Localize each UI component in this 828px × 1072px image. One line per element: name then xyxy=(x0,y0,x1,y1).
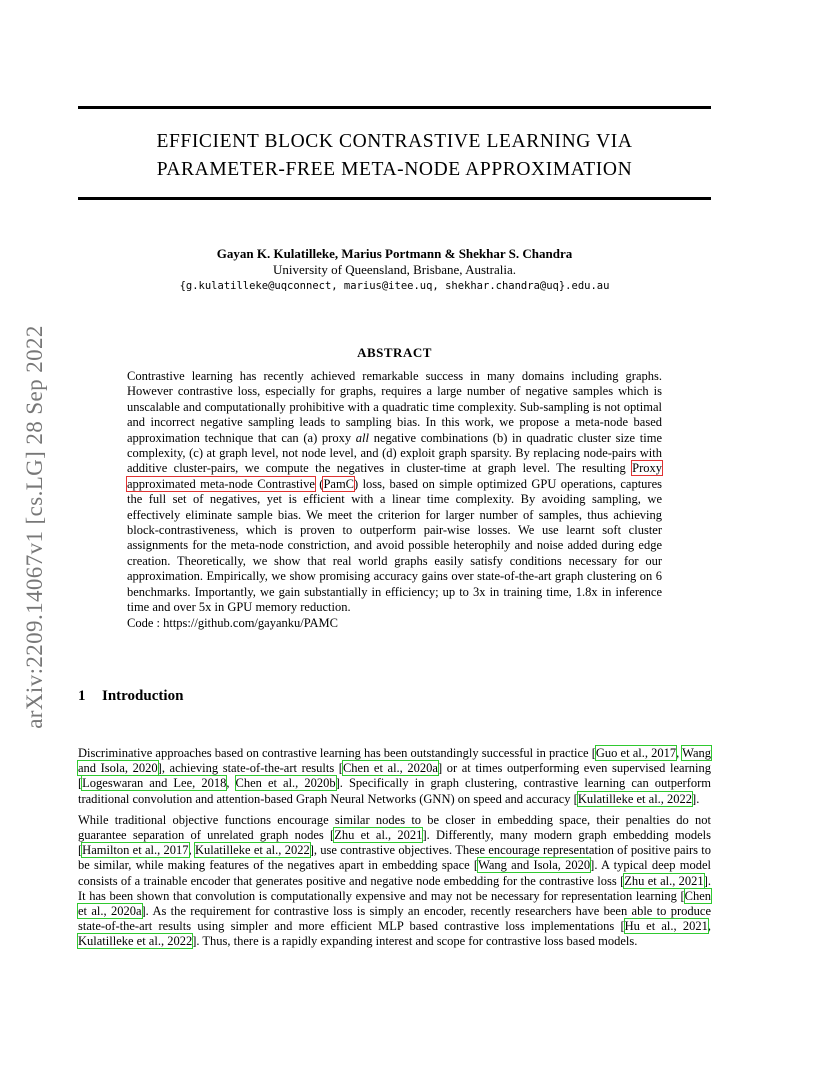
citation-link[interactable]: Zhu et al., 2021 xyxy=(334,828,423,843)
intro-paragraph-1 xyxy=(78,746,711,807)
section-number: 1 xyxy=(78,688,86,704)
body-text: , xyxy=(707,919,711,934)
abstract-text: ) loss, based on simple optimized GPU operations, captures the full set of negatives, yet is efficient with a linear time complexity. By avoiding sampling, we effectively eliminate sample bias. We meet the criterion for larger number of samples, thus achieving block-contrastiveness, which is proven to outperform pair-wise losses. We use learnt soft cluster assignments for the meta-node constriction, and avoid possible heterophily and noise added during edge creation. Theoretically, we show that real world graphs easily satisfy conditions necessary for our approximation. Empirically, we show promising accuracy gains over state-of-the-art graph clustering on 6 benchmarks. Importantly, we gain substantially in efficiency; up to 3x in training time, 1.8x in inference time and over 5x in GPU memory reduction. xyxy=(127,476,662,615)
author-names: Gayan K. Kulatilleke, Marius Portmann & Shekhar S. Chandra xyxy=(216,246,573,261)
body-text: ]. As the requirement for contrastive loss is simply an encoder, recently researchers have been able to produce state-of-the-art results using simpler and more efficient MLP based contrastive loss implementations [ xyxy=(78,904,711,934)
citation-link[interactable]: Wang and Isola, 2020 xyxy=(478,858,591,873)
pamc-full-name-link[interactable]: Proxy approximated meta-node Contrastive xyxy=(127,461,662,491)
body-text: ] or at times outperforming even supervised learning [ xyxy=(78,761,711,791)
citation-link[interactable]: Chen et al., 2020a xyxy=(342,761,438,776)
abstract-code-line: Code : https://github.com/gayanku/PAMC xyxy=(127,615,339,630)
abstract-text: ( xyxy=(319,476,324,491)
citation-link[interactable]: Zhu et al., 2021 xyxy=(624,873,704,888)
section-title: Introduction xyxy=(102,688,184,704)
arxiv-identifier: arXiv:2209.14067v1 [cs.LG] 28 Sep 2022 xyxy=(22,325,47,729)
author-affiliation: University of Queensland, Brisbane, Australia. xyxy=(273,262,516,277)
citation-link[interactable]: Kulatilleke et al., 2022 xyxy=(194,843,310,858)
intro-paragraph-2 xyxy=(78,813,711,950)
citation-link[interactable]: Wang and Isola, 2020 xyxy=(78,746,711,776)
body-text: ], achieving state-of-the-art results [ xyxy=(157,761,343,776)
body-text: , xyxy=(676,746,683,760)
body-text: Discriminative approaches based on contrastive learning has been outstandingly successful in practice [ xyxy=(78,746,596,760)
section-heading-introduction xyxy=(78,688,183,705)
body-text: While traditional objective functions encourage similar nodes to be closer in embedding space, their penalties do not guarantee separation of unrelated graph nodes [ xyxy=(78,812,711,843)
citation-link[interactable]: Hamilton et al., 2017 xyxy=(82,843,189,858)
body-text: ]. It has been shown that convolution is computationally expensive and may not be necessary for representation learning [ xyxy=(78,873,711,903)
body-text: ]. Differently, many modern graph embedding models [ xyxy=(78,828,711,858)
abstract-text: Contrastive learning has recently achieved remarkable success in many domains including graphs. However contrastive loss, especially for graphs, requires a large number of negative samples which is unscalable and computationally prohibitive with a quadratic time complexity. Sub-sampling is not optimal and incorrect negative sampling leads to sampling bias. In this work, we propose a meta-node based approximation technique that can (a) proxy xyxy=(127,369,662,445)
pamc-acronym-link[interactable]: PamC xyxy=(323,476,355,491)
citation-link[interactable]: Guo et al., 2017 xyxy=(595,746,677,760)
citation-link[interactable]: Chen et al., 2020a xyxy=(78,888,711,919)
body-text: , xyxy=(188,843,195,858)
citation-link[interactable]: Logeswaran and Lee, 2018 xyxy=(82,776,227,791)
citation-link[interactable]: Kulatilleke et al., 2022 xyxy=(78,934,193,949)
introduction-body xyxy=(78,746,711,956)
body-text: , xyxy=(226,776,236,791)
body-text: ]. xyxy=(692,791,700,806)
author-block xyxy=(78,245,711,294)
abstract-emphasis: all xyxy=(355,430,369,445)
title-bottom-rule xyxy=(78,197,711,200)
abstract-paragraph xyxy=(127,369,662,616)
citation-link[interactable]: Kulatilleke et al., 2022 xyxy=(577,791,693,806)
body-text: ]. Specifically in graph clustering, contrastive learning can outperform traditional convolution and attention-based Graph Neural Networks (GNN) on speed and accuracy [ xyxy=(78,776,711,806)
title-line-2: PARAMETER-FREE META-NODE APPROXIMATION xyxy=(156,159,633,180)
abstract-heading: ABSTRACT xyxy=(357,345,432,360)
abstract-body xyxy=(127,369,662,631)
citation-link[interactable]: Hu et al., 2021 xyxy=(624,919,708,934)
title-top-rule xyxy=(78,106,711,109)
title-line-1: EFFICIENT BLOCK CONTRASTIVE LEARNING VIA xyxy=(156,131,633,152)
citation-link[interactable]: Chen et al., 2020b xyxy=(235,776,336,791)
body-text: ], use contrastive objectives. These encourage representation of positive pairs to be similar, while making features of the negatives apart in embedding space [ xyxy=(78,843,712,873)
abstract-text: negative combinations (b) in quadratic cluster size time complexity, (c) at graph level, not node level, and (d) exploit graph sparsity. By replacing node-pairs with additive cluster-pairs, we compute the negatives in cluster-time at graph level. The resulting xyxy=(127,430,663,476)
body-text: ]. A typical deep model consists of a trainable encoder that generates positive and negative node embedding for the contrastive loss [ xyxy=(78,858,711,888)
body-text: ]. Thus, there is a rapidly expanding interest and scope for contrastive loss based models. xyxy=(192,934,638,949)
author-emails: {g.kulatilleke@uqconnect, marius@itee.uq, shekhar.chandra@uq}.edu.au xyxy=(179,280,610,292)
paper-title xyxy=(78,128,711,184)
